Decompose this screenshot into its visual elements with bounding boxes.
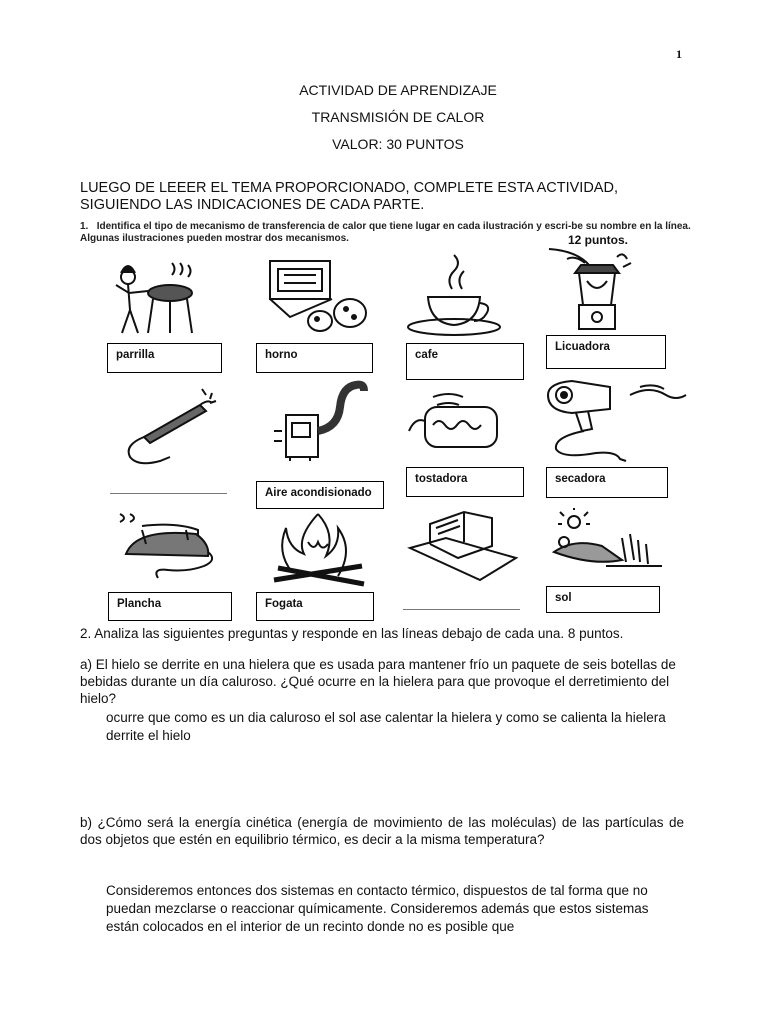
answer-box-secadora[interactable]: secadora bbox=[546, 467, 668, 498]
coffee-cup-illustration bbox=[400, 255, 505, 340]
hair-dryer-illustration bbox=[540, 375, 690, 465]
page-number: 1 bbox=[676, 47, 682, 61]
answer-box-fogata[interactable]: Fogata bbox=[256, 592, 374, 621]
answer-box-aire-acondicionado[interactable]: Aire acondisionado bbox=[256, 481, 384, 509]
question-1-number: 1. bbox=[80, 221, 89, 232]
title-line-2: TRANSMISIÓN DE CALOR bbox=[311, 109, 485, 125]
title-line-3: VALOR: 30 PUNTOS bbox=[332, 136, 464, 152]
answer-box-licuadora[interactable]: Licuadora bbox=[546, 335, 666, 369]
question-2a-text: a) El hielo se derrite en una hielera que es usada para mantener frío un paquete de seis botellas de bebidas durante un día caluroso. ¿Qué ocurre en la hielera para que provoque el derretimiento del hielo? bbox=[80, 657, 676, 706]
grill-illustration bbox=[108, 255, 223, 340]
oven-illustration bbox=[262, 255, 377, 340]
answer-box-sol[interactable]: sol bbox=[546, 586, 660, 613]
answer-box-tostadora[interactable]: tostadora bbox=[406, 467, 524, 497]
toaster-illustration bbox=[395, 385, 510, 465]
campfire-illustration bbox=[262, 508, 377, 588]
answer-line-toaster-box[interactable] bbox=[403, 609, 520, 610]
answer-box-horno[interactable]: horno bbox=[256, 343, 373, 373]
question-1-text: Identifica el tipo de mecanismo de transferencia de calor que tiene lugar en cada ilustración y escri-be su nombre en la línea. Algunas ilustraciones pueden mostrar dos mecanismos. bbox=[80, 221, 691, 244]
question-2b-answer[interactable]: Consideremos entonces dos sistemas en contacto térmico, dispuestos de tal forma que no puedan mezclarse o reaccionar químicamente. Consideremos además que estos sistemas están colocados en el interior de un recinto donde no es posible que bbox=[106, 883, 649, 934]
curling-iron-illustration bbox=[108, 385, 228, 465]
question-2a-answer[interactable]: ocurre que como es un dia caluroso el sol ase calentar la hielera y como se calienta la hielera derrite el hielo bbox=[106, 710, 666, 743]
sunbather-illustration bbox=[546, 508, 666, 588]
toaster-box-illustration bbox=[400, 508, 520, 588]
question-2-title: 2. Analiza las siguientes preguntas y responde en las líneas debajo de cada una. 8 puntos. bbox=[80, 626, 624, 641]
answer-box-parrilla[interactable]: parrilla bbox=[107, 343, 222, 373]
question-2b-text: b) ¿Cómo será la energía cinética (energía de movimiento de las moléculas) de las partículas de dos objetos que estén en equilibrio térmico, es decir a la misma temperatura? bbox=[80, 815, 684, 847]
air-conditioner-illustration bbox=[270, 375, 385, 465]
question-1-points: 12 puntos. bbox=[568, 233, 629, 247]
answer-box-cafe[interactable]: cafe bbox=[406, 343, 524, 380]
answer-line-curling-iron[interactable] bbox=[110, 493, 227, 494]
intro-instructions: LUEGO DE LEEER EL TEMA PROPORCIONADO, COMPLETE ESTA ACTIVIDAD, SIGUIENDO LAS INDICACIONES DE CADA PARTE. bbox=[80, 180, 618, 213]
answer-box-plancha[interactable]: Plancha bbox=[108, 592, 232, 621]
blender-illustration bbox=[537, 245, 652, 340]
clothes-iron-illustration bbox=[112, 510, 232, 585]
title-line-1: ACTIVIDAD DE APRENDIZAJE bbox=[299, 82, 497, 98]
